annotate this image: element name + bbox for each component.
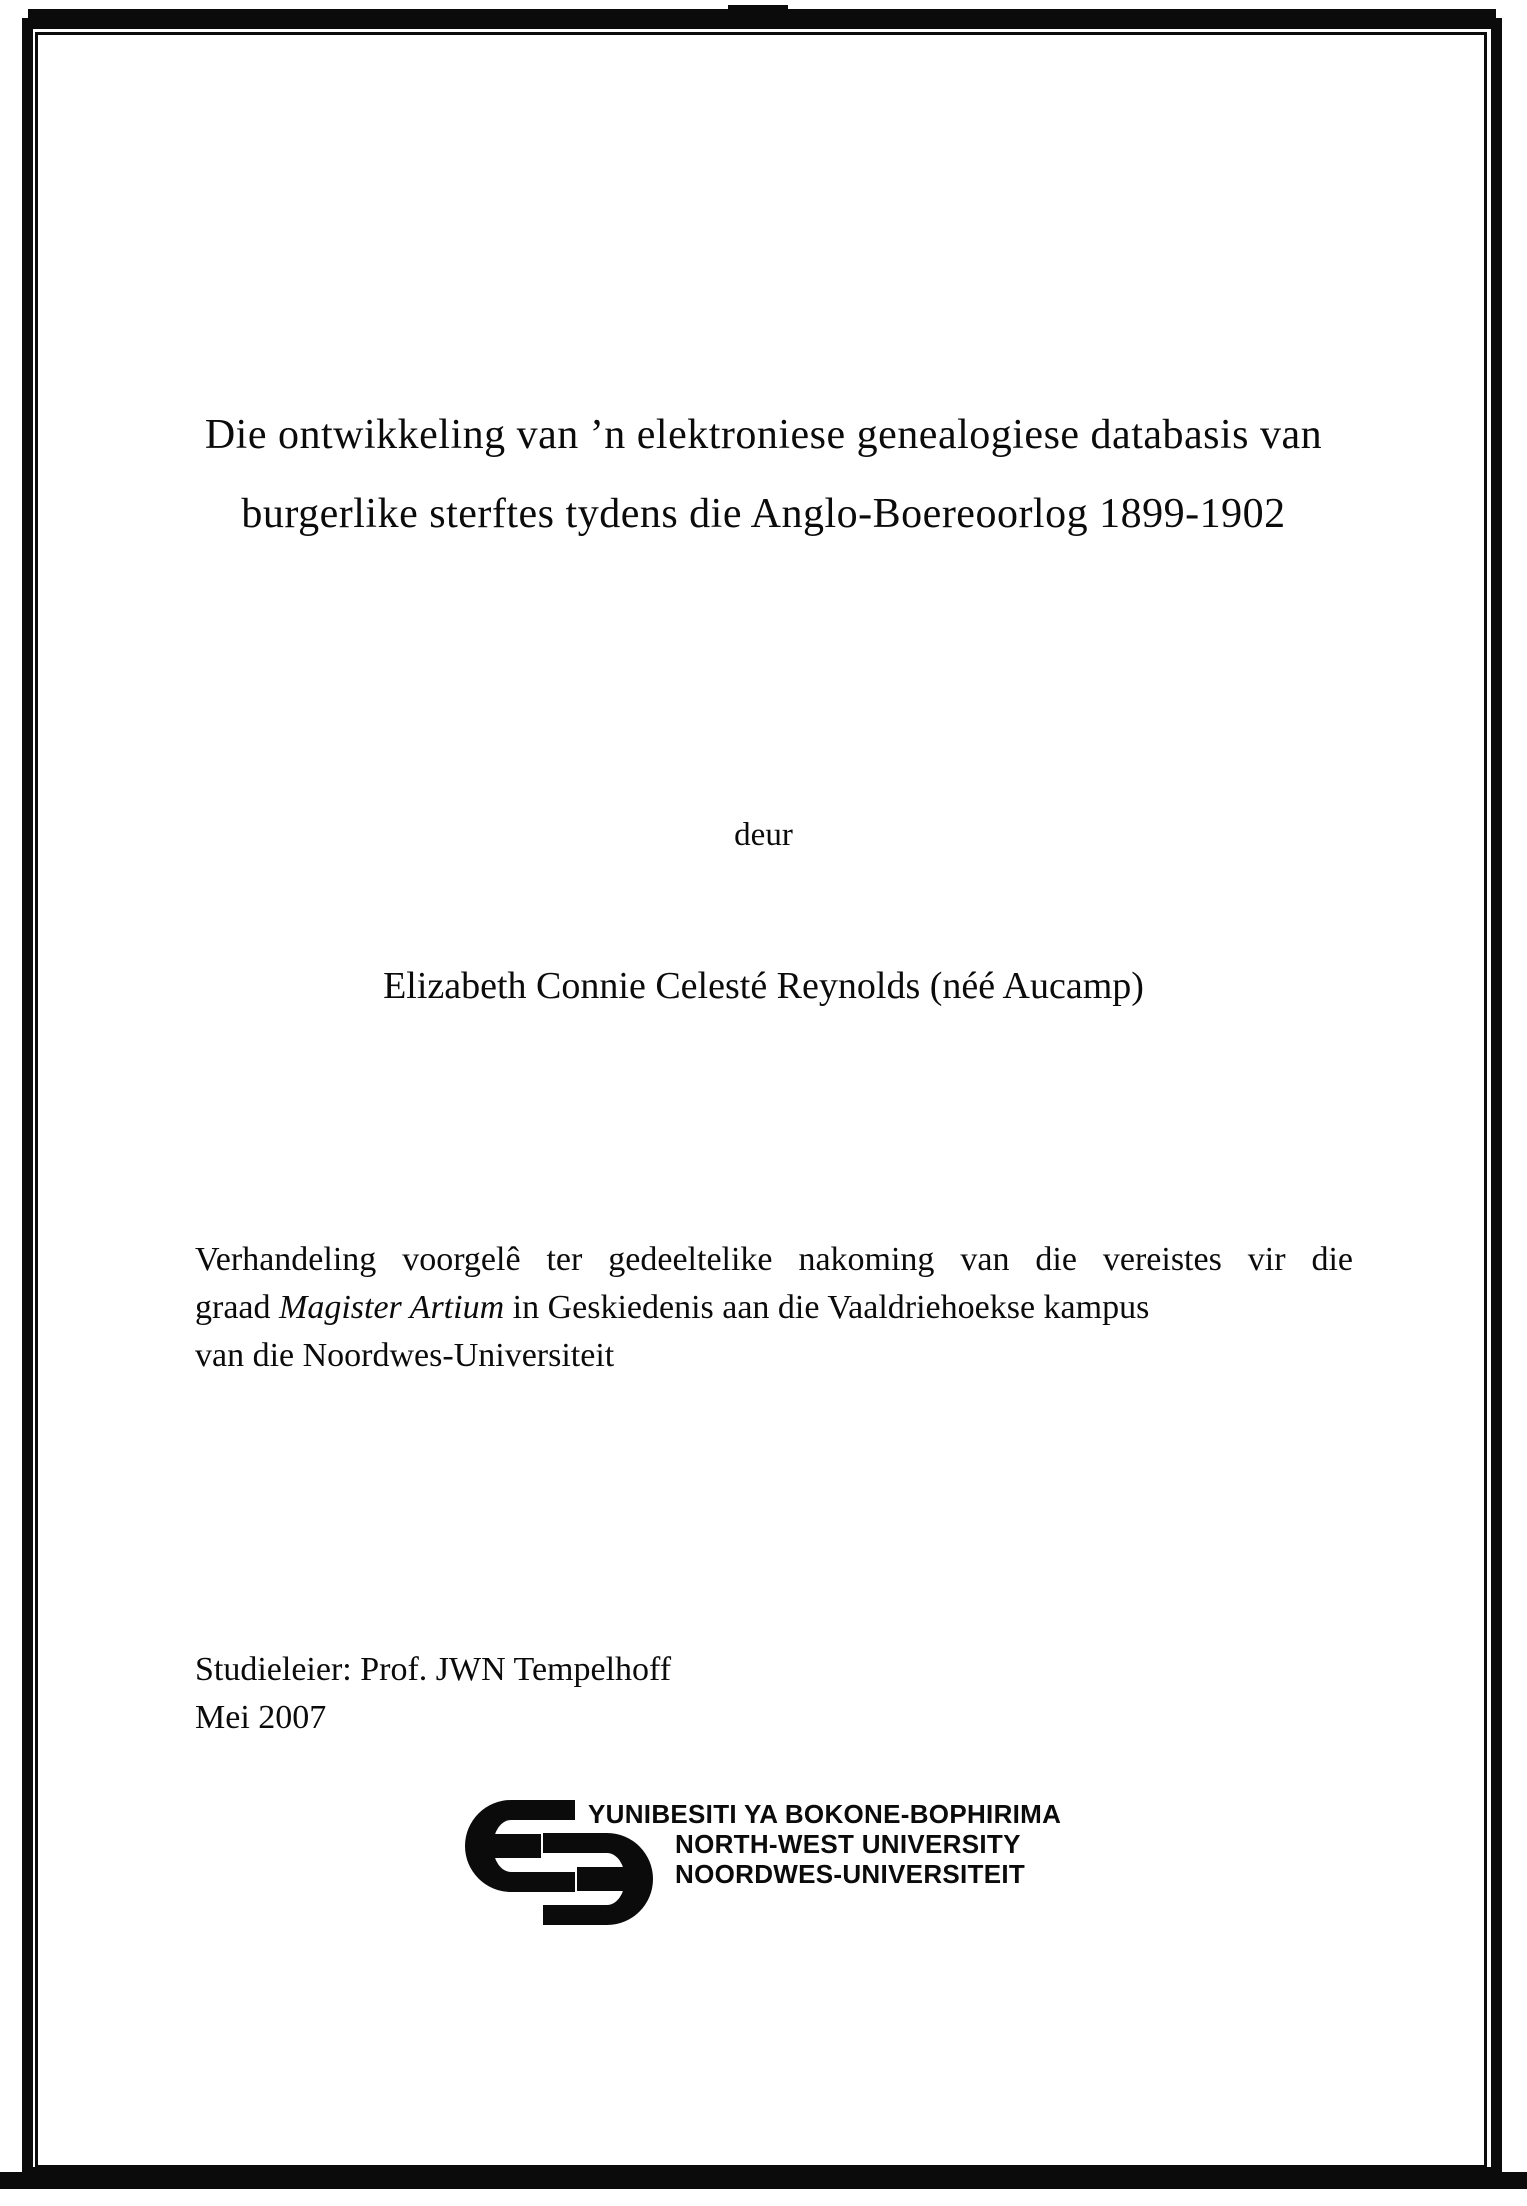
date-line: Mei 2007 — [195, 1699, 327, 1736]
degree-statement — [195, 1236, 1353, 1380]
university-name-english: NORTH-WEST UNIVERSITY — [675, 1829, 1021, 1859]
university-logo-text — [588, 1799, 1061, 1889]
logo-chain-link-left-tongue — [489, 1834, 541, 1858]
degree-name-italic: Magister Artium — [279, 1289, 505, 1326]
supervisor-line: Studieleier: Prof. JWN Tempelhoff — [195, 1651, 672, 1688]
thesis-title-line1: Die ontwikkeling van ’n elektroniese genealogiese databasis van — [204, 412, 1323, 458]
supervisor-block — [195, 1646, 1095, 1742]
scan-artifact-top-edge — [28, 9, 1496, 18]
degree-statement-line2-pre: graad — [195, 1289, 280, 1326]
university-name-setswana: YUNIBESITI YA BOKONE-BOPHIRIMA — [588, 1799, 1062, 1829]
degree-statement-line2 — [195, 1284, 1353, 1332]
thesis-title-line2: burgerlike sterftes tydens die Anglo-Boereoorlog 1899-1902 — [241, 491, 1286, 537]
scan-artifact-bottom-edge — [0, 2172, 1527, 2189]
university-name-afrikaans: NOORDWES-UNIVERSITEIT — [675, 1859, 1026, 1889]
degree-statement-line1: Verhandeling voorgelê ter gedeeltelike nakoming van die vereistes vir die — [195, 1241, 1353, 1278]
degree-statement-line2-post: in Geskiedenis aan die Vaaldriehoekse kampus — [504, 1289, 1150, 1326]
byline: deur — [734, 817, 793, 853]
author-name: Elizabeth Connie Celesté Reynolds (néé Aucamp) — [383, 965, 1144, 1007]
thesis-title — [0, 396, 1527, 554]
degree-statement-line3: van die Noordwes-Universiteit — [195, 1337, 615, 1374]
